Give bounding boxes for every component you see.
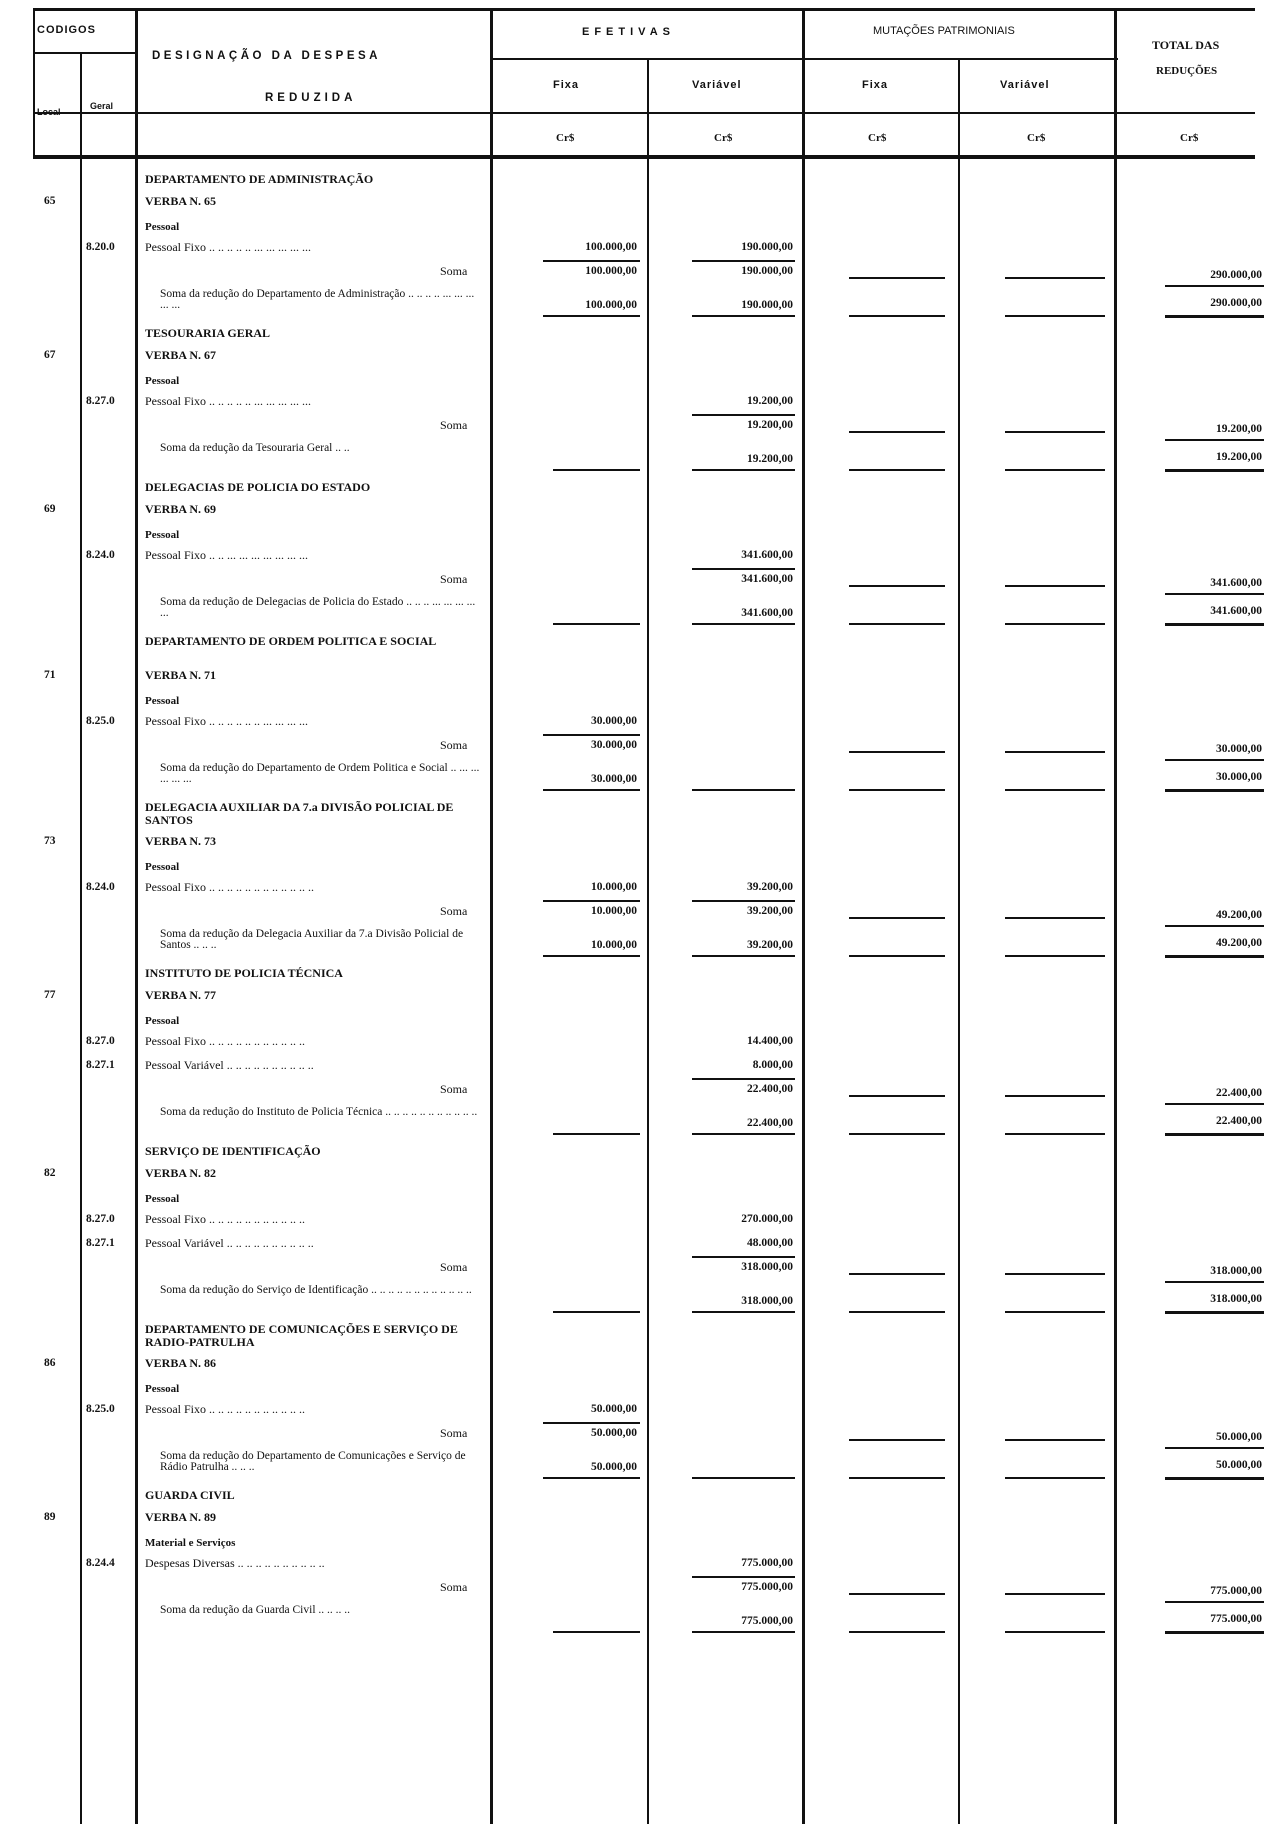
red-rule-var: [692, 623, 795, 625]
amount-total: 30.000,00: [1216, 771, 1262, 783]
amount-var: 318.000,00: [741, 1261, 793, 1273]
codigos-rule: [33, 52, 135, 54]
red-rule-mfixa: [849, 1631, 945, 1633]
amount-total: 290.000,00: [1210, 269, 1262, 281]
col-geral-desc-divider: [135, 8, 138, 1824]
red-rule-mfixa: [849, 789, 945, 791]
amount-var: 14.400,00: [747, 1035, 793, 1047]
geral-code: 8.27.0: [86, 395, 115, 407]
amount-fixa: 100.000,00: [585, 299, 637, 311]
local-code: 86: [44, 1357, 56, 1369]
soma-label: Soma: [440, 904, 468, 918]
geral-code: 8.24.4: [86, 1557, 115, 1569]
red-rule-total: [1165, 1477, 1264, 1480]
left-border: [33, 8, 35, 158]
subgroup-label: Pessoal: [145, 375, 180, 387]
red-rule-mvar: [1005, 789, 1105, 791]
red-rule-mvar: [1005, 315, 1105, 317]
soma-label: Soma: [440, 572, 468, 586]
section-title: INSTITUTO DE POLICIA TÉCNICA: [145, 966, 343, 980]
red-rule-mvar: [1005, 1311, 1105, 1313]
mutacoes-header: MUTAÇÕES PATRIMONIAIS: [873, 25, 1015, 37]
red-rule-fixa-empty: [553, 1631, 640, 1633]
amount-var: 8.000,00: [752, 1059, 793, 1071]
red-rule-fixa: [543, 315, 640, 317]
verba-label: VERBA N. 69: [145, 502, 217, 516]
amount-var: 341.600,00: [741, 607, 793, 619]
red-rule-mvar: [1005, 1477, 1105, 1479]
red-rule-mfixa: [849, 1311, 945, 1313]
subgroup-label: Pessoal: [145, 1383, 180, 1395]
amount-total: 50.000,00: [1216, 1431, 1262, 1443]
codigos-header: CODIGOS: [37, 24, 96, 36]
red-rule-mvar: [1005, 623, 1105, 625]
soma-reducao-description: Soma da redução da Guarda Civil .. .. .. ..: [160, 1604, 351, 1616]
amount-fixa: 30.000,00: [591, 715, 637, 727]
soma-reducao-description: Soma da redução do Instituto de Policia Técnica .. .. .. .. .. .. .. .. .. .. ..: [160, 1106, 478, 1118]
amount-total: 19.200,00: [1216, 451, 1262, 463]
red-rule-var: [692, 315, 795, 317]
amount-var: 190.000,00: [741, 265, 793, 277]
amount-var: 19.200,00: [747, 395, 793, 407]
subgroup-label: Pessoal: [145, 1015, 180, 1027]
soma-rule-total: [1165, 1281, 1264, 1283]
variavel2-header: Variável: [1000, 79, 1050, 91]
soma-rule-fixa: [543, 260, 640, 262]
subgroup-label: Pessoal: [145, 861, 180, 873]
soma-rule-total: [1165, 1103, 1264, 1105]
currency-mvar: Cr$: [1027, 132, 1046, 144]
section-title: DELEGACIAS DE POLICIA DO ESTADO: [145, 480, 371, 494]
red-rule-fixa: [543, 955, 640, 957]
soma-rule-mvar: [1005, 277, 1105, 279]
soma-rule-mfixa: [849, 1439, 945, 1441]
soma-rule-fixa: [543, 900, 640, 902]
red-rule-var-empty: [692, 789, 795, 791]
red-rule-total: [1165, 315, 1264, 318]
red-rule-mfixa: [849, 315, 945, 317]
soma-label: Soma: [440, 1426, 468, 1440]
item-description: Pessoal Fixo .. .. .. .. .. .. .. .. .. .. ..: [145, 1403, 306, 1416]
geral-code: 8.20.0: [86, 241, 115, 253]
amount-var: 775.000,00: [741, 1615, 793, 1627]
geral-code: 8.27.1: [86, 1237, 115, 1249]
amount-fixa: 100.000,00: [585, 241, 637, 253]
red-rule-total: [1165, 789, 1264, 792]
amount-total: 341.600,00: [1210, 577, 1262, 589]
amount-var: 39.200,00: [747, 939, 793, 951]
soma-rule-fixa: [543, 1422, 640, 1424]
item-description: Pessoal Fixo .. .. .. .. .. .. .. .. .. .. .. ..: [145, 881, 315, 894]
soma-rule-mvar: [1005, 1273, 1105, 1275]
red-rule-mvar: [1005, 1631, 1105, 1633]
currency-var: Cr$: [714, 132, 733, 144]
subgroup-label: Pessoal: [145, 529, 180, 541]
section-title: DEPARTAMENTO DE COMUNICAÇÕES E SERVIÇO DE RADIO-PATRULHA: [145, 1322, 458, 1349]
variavel-header: Variável: [692, 79, 742, 91]
geral-header: Geral: [90, 101, 114, 111]
local-code: 71: [44, 669, 56, 681]
local-code: 73: [44, 835, 56, 847]
amount-total: 22.400,00: [1216, 1115, 1262, 1127]
red-rule-mfixa: [849, 469, 945, 471]
currency-fixa: Cr$: [556, 132, 575, 144]
local-code: 89: [44, 1511, 56, 1523]
fixa-header: Fixa: [553, 79, 580, 91]
soma-rule-mvar: [1005, 1095, 1105, 1097]
currency-total: Cr$: [1180, 132, 1199, 144]
amount-total: 775.000,00: [1210, 1585, 1262, 1597]
soma-rule-mvar: [1005, 751, 1105, 753]
soma-rule-mfixa: [849, 585, 945, 587]
red-rule-var: [692, 955, 795, 957]
soma-rule-total: [1165, 285, 1264, 287]
soma-rule-var: [692, 1078, 795, 1080]
soma-rule-total: [1165, 1447, 1264, 1449]
red-rule-total: [1165, 1631, 1264, 1634]
soma-rule-fixa: [543, 734, 640, 736]
soma-rule-var: [692, 900, 795, 902]
soma-label: Soma: [440, 1082, 468, 1096]
red-rule-var-empty: [692, 1477, 795, 1479]
total-header-line1: TOTAL DAS: [1152, 38, 1220, 52]
amount-var: 318.000,00: [741, 1295, 793, 1307]
soma-rule-var: [692, 260, 795, 262]
col-mfixa-mvar-divider: [958, 60, 960, 1824]
geral-code: 8.24.0: [86, 549, 115, 561]
soma-rule-mfixa: [849, 431, 945, 433]
local-code: 82: [44, 1167, 56, 1179]
red-rule-fixa-empty: [553, 623, 640, 625]
red-rule-mfixa: [849, 1133, 945, 1135]
amount-fixa: 50.000,00: [591, 1427, 637, 1439]
soma-label: Soma: [440, 264, 468, 278]
amount-total: 290.000,00: [1210, 297, 1262, 309]
geral-code: 8.27.0: [86, 1213, 115, 1225]
soma-reducao-description: Soma da redução da Tesouraria Geral .. ..: [160, 442, 350, 454]
soma-rule-mvar: [1005, 1593, 1105, 1595]
geral-code: 8.24.0: [86, 881, 115, 893]
item-description: Pessoal Fixo .. .. ... ... ... ... ... ... ...: [145, 549, 309, 562]
red-rule-fixa-empty: [553, 1133, 640, 1135]
amount-var: 775.000,00: [741, 1581, 793, 1593]
efetivas-header: EFETIVAS: [582, 26, 675, 38]
red-rule-fixa-empty: [553, 1311, 640, 1313]
amount-var: 190.000,00: [741, 299, 793, 311]
geral-code: 8.27.1: [86, 1059, 115, 1071]
amount-fixa: 100.000,00: [585, 265, 637, 277]
geral-code: 8.25.0: [86, 715, 115, 727]
reduzida-header: REDUZIDA: [265, 92, 357, 104]
soma-rule-mfixa: [849, 1095, 945, 1097]
verba-label: VERBA N. 82: [145, 1166, 217, 1180]
designacao-header: DESIGNAÇÃO DA DESPESA: [152, 50, 381, 62]
local-code: 67: [44, 349, 56, 361]
soma-rule-mvar: [1005, 431, 1105, 433]
local-header: Local: [37, 107, 61, 117]
soma-rule-total: [1165, 759, 1264, 761]
section-title: TESOURARIA GERAL: [145, 326, 271, 340]
amount-var: 39.200,00: [747, 881, 793, 893]
item-description: Pessoal Fixo .. .. .. .. .. ... ... ... ... ...: [145, 241, 312, 254]
red-rule-mvar: [1005, 1133, 1105, 1135]
red-rule-total: [1165, 1133, 1264, 1136]
amount-var: 19.200,00: [747, 419, 793, 431]
section-title: GUARDA CIVIL: [145, 1488, 235, 1502]
section-title: DELEGACIA AUXILIAR DA 7.a DIVISÃO POLICIAL DE SANTOS: [145, 800, 454, 827]
red-rule-fixa: [543, 789, 640, 791]
item-description: Pessoal Fixo .. .. .. .. .. .. .. .. .. .. ..: [145, 1213, 306, 1226]
soma-label: Soma: [440, 1260, 468, 1274]
verba-label: VERBA N. 65: [145, 194, 217, 208]
amount-total: 30.000,00: [1216, 743, 1262, 755]
geral-code: 8.25.0: [86, 1403, 115, 1415]
amount-var: 48.000,00: [747, 1237, 793, 1249]
local-code: 69: [44, 503, 56, 515]
amount-var: 19.200,00: [747, 453, 793, 465]
red-rule-var: [692, 1631, 795, 1633]
fixa2-header: Fixa: [862, 79, 889, 91]
col-var-mfixa-divider: [802, 8, 805, 1824]
amount-var: 39.200,00: [747, 905, 793, 917]
amount-total: 49.200,00: [1216, 937, 1262, 949]
subgroup-label: Pessoal: [145, 221, 180, 233]
soma-rule-mfixa: [849, 277, 945, 279]
red-rule-total: [1165, 955, 1264, 958]
geral-code: 8.27.0: [86, 1035, 115, 1047]
amount-fixa: 10.000,00: [591, 905, 637, 917]
soma-rule-mvar: [1005, 917, 1105, 919]
amount-total: 775.000,00: [1210, 1613, 1262, 1625]
red-rule-mfixa: [849, 1477, 945, 1479]
amount-total: 318.000,00: [1210, 1293, 1262, 1305]
amount-fixa: 10.000,00: [591, 939, 637, 951]
soma-rule-mfixa: [849, 1593, 945, 1595]
item-description: Despesas Diversas .. .. .. .. .. .. .. .. .. ..: [145, 1557, 325, 1570]
soma-label: Soma: [440, 1580, 468, 1594]
soma-reducao-description: Soma da redução do Departamento de Ordem Politica e Social .. ... ... ... ... ...: [160, 762, 480, 785]
soma-rule-mvar: [1005, 1439, 1105, 1441]
col-mvar-total-divider: [1114, 8, 1117, 1824]
red-rule-fixa: [543, 1477, 640, 1479]
amount-fixa: 10.000,00: [591, 881, 637, 893]
soma-rule-total: [1165, 1601, 1264, 1603]
soma-reducao-description: Soma da redução do Departamento de Comunicações e Serviço de Rádio Patrulha .. .. ..: [160, 1450, 466, 1473]
amount-var: 341.600,00: [741, 549, 793, 561]
soma-rule-total: [1165, 439, 1264, 441]
soma-rule-mvar: [1005, 585, 1105, 587]
item-description: Pessoal Variável .. .. .. .. .. .. .. .. .. ..: [145, 1059, 314, 1072]
amount-fixa: 30.000,00: [591, 739, 637, 751]
soma-reducao-description: Soma da redução de Delegacias de Policia do Estado .. .. .. ... ... ... ... ...: [160, 596, 476, 619]
amount-total: 19.200,00: [1216, 423, 1262, 435]
soma-label: Soma: [440, 738, 468, 752]
subgroup-label: Material e Serviços: [145, 1537, 236, 1549]
local-code: 65: [44, 195, 56, 207]
item-description: Pessoal Fixo .. .. .. .. .. .. ... ... ... ...: [145, 715, 309, 728]
section-title: SERVIÇO DE IDENTIFICAÇÃO: [145, 1144, 321, 1158]
verba-label: VERBA N. 86: [145, 1356, 217, 1370]
soma-label: Soma: [440, 418, 468, 432]
col-fixa-var-divider: [647, 60, 649, 1824]
amount-var: 190.000,00: [741, 241, 793, 253]
red-rule-mvar: [1005, 469, 1105, 471]
red-rule-total: [1165, 623, 1264, 626]
soma-reducao-description: Soma da redução do Serviço de Identificação .. .. .. .. .. .. .. .. .. .. .. ..: [160, 1284, 472, 1296]
top-rule: [33, 8, 1255, 11]
amount-fixa: 50.000,00: [591, 1461, 637, 1473]
verba-label: VERBA N. 77: [145, 988, 217, 1002]
amount-var: 775.000,00: [741, 1557, 793, 1569]
soma-rule-mfixa: [849, 917, 945, 919]
amount-total: 22.400,00: [1216, 1087, 1262, 1099]
soma-reducao-description: Soma da redução da Delegacia Auxiliar da 7.a Divisão Policial de Santos .. .. ..: [160, 928, 464, 951]
red-rule-mfixa: [849, 623, 945, 625]
item-description: Pessoal Fixo .. .. .. .. .. .. .. .. .. .. ..: [145, 1035, 306, 1048]
verba-label: VERBA N. 73: [145, 834, 217, 848]
soma-rule-var: [692, 414, 795, 416]
col-desc-fixa-divider: [490, 8, 493, 1824]
soma-rule-mfixa: [849, 751, 945, 753]
item-description: Pessoal Fixo .. .. .. .. .. ... ... ... ... ...: [145, 395, 312, 408]
amount-var: 341.600,00: [741, 573, 793, 585]
header-mid-rule: [33, 112, 1255, 114]
red-rule-total: [1165, 1311, 1264, 1314]
red-rule-var: [692, 1311, 795, 1313]
local-code: 77: [44, 989, 56, 1001]
soma-rule-var: [692, 1256, 795, 1258]
red-rule-total: [1165, 469, 1264, 472]
amount-total: 341.600,00: [1210, 605, 1262, 617]
amount-fixa: 30.000,00: [591, 773, 637, 785]
red-rule-var: [692, 469, 795, 471]
currency-mfixa: Cr$: [868, 132, 887, 144]
amount-fixa: 50.000,00: [591, 1403, 637, 1415]
subgroup-label: Pessoal: [145, 1193, 180, 1205]
header-bottom-rule: [33, 155, 1255, 159]
item-description: Pessoal Variável .. .. .. .. .. .. .. .. .. ..: [145, 1237, 314, 1250]
col-local-geral-divider: [80, 52, 82, 1824]
amount-var: 22.400,00: [747, 1083, 793, 1095]
verba-label: VERBA N. 89: [145, 1510, 217, 1524]
amount-var: 22.400,00: [747, 1117, 793, 1129]
red-rule-mfixa: [849, 955, 945, 957]
red-rule-mvar: [1005, 955, 1105, 957]
amount-total: 50.000,00: [1216, 1459, 1262, 1471]
red-rule-fixa-empty: [553, 469, 640, 471]
soma-rule-var: [692, 1576, 795, 1578]
soma-rule-mfixa: [849, 1273, 945, 1275]
soma-reducao-description: Soma da redução do Departamento de Administração .. .. .. .. ... ... ... ... ...: [160, 288, 475, 311]
amount-total: 49.200,00: [1216, 909, 1262, 921]
section-title: DEPARTAMENTO DE ADMINISTRAÇÃO: [145, 172, 374, 186]
total-header-line2: REDUÇÕES: [1156, 65, 1218, 77]
verba-label: VERBA N. 71: [145, 668, 217, 682]
soma-rule-total: [1165, 925, 1264, 927]
amount-var: 270.000,00: [741, 1213, 793, 1225]
verba-label: VERBA N. 67: [145, 348, 217, 362]
subgroup-label: Pessoal: [145, 695, 180, 707]
amount-total: 318.000,00: [1210, 1265, 1262, 1277]
section-title: DEPARTAMENTO DE ORDEM POLITICA E SOCIAL: [145, 634, 437, 648]
red-rule-var: [692, 1133, 795, 1135]
soma-rule-total: [1165, 593, 1264, 595]
soma-rule-var: [692, 568, 795, 570]
